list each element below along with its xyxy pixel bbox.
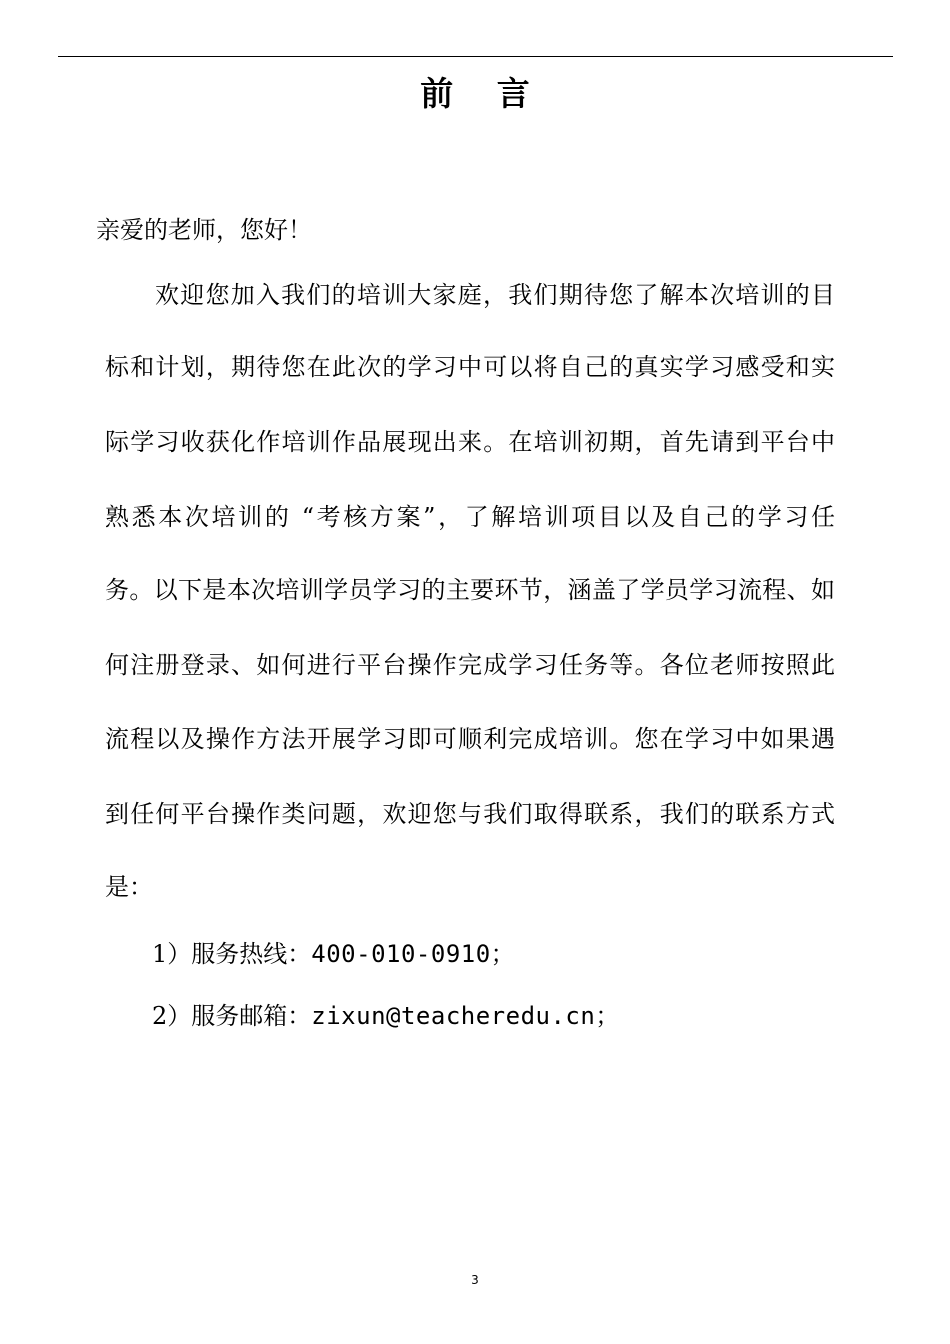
paragraph-line: 熟悉本次培训的 “考核方案”，了解培训项目以及自己的学习任 [105,503,835,531]
paragraph-line: 际学习收获化作培训作品展现出来。在培训初期，首先请到平台中 [105,428,835,456]
paragraph-line: 到任何平台操作类问题，欢迎您与我们取得联系，我们的联系方式 [105,800,835,828]
hotline-number: 400-010-0910； [311,940,516,968]
paragraph-line: 标和计划，期待您在此次的学习中可以将自己的真实学习感受和实 [105,353,835,381]
contact-hotline [152,937,515,971]
contact-label: 1）服务热线： [152,940,312,968]
contact-label: 2）服务邮箱： [152,1002,312,1030]
paragraph-line: 流程以及操作方法开展学习即可顺利完成培训。您在学习中如果遇 [105,725,835,753]
email-address: zixun@teacheredu.cn； [311,1002,620,1030]
page-number: 3 [471,1273,479,1287]
greeting: 亲爱的老师，您好！ [96,216,312,244]
header-rule [58,56,893,57]
paragraph-line: 务。以下是本次培训学员学习的主要环节，涵盖了学员学习流程、如 [105,576,835,604]
paragraph-line: 欢迎您加入我们的培训大家庭，我们期待您了解本次培训的目 [155,281,835,309]
paragraph-line: 是： [105,873,153,901]
page-title: 前 言 [420,74,546,113]
paragraph-line: 何注册登录、如何进行平台操作完成学习任务等。各位老师按照此 [105,651,835,679]
contact-email [152,999,620,1033]
